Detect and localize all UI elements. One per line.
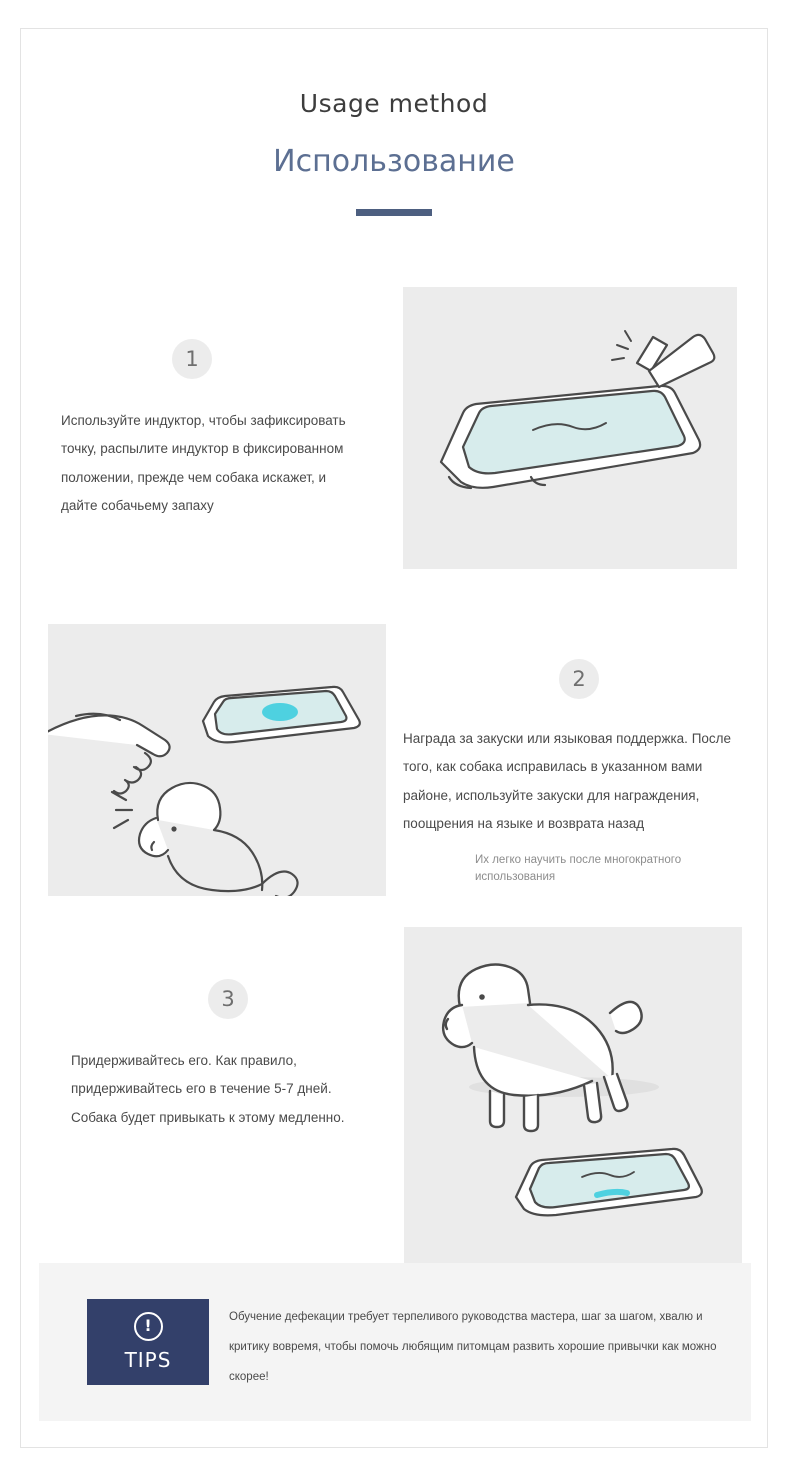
page-title-russian: Использование bbox=[273, 144, 515, 179]
step-1-number: 1 bbox=[172, 339, 212, 379]
page-container bbox=[20, 28, 768, 1448]
step-1-text: Используйте индуктор, чтобы зафиксировать точку, распылите индуктор в фиксированном положении, прежде чем собака искажет, и дайте собачьему запаху bbox=[61, 413, 346, 514]
tips-band bbox=[39, 1263, 751, 1421]
hand-pointing-dog-to-tray-illustration bbox=[48, 624, 386, 896]
step-3-text: Придерживайтесь его. Как правило, придерживайтесь его в течение 5-7 дней. Собака будет привыкать к этому медленно. bbox=[71, 1053, 345, 1125]
step-2-text: Награда за закуски или языковая поддержка. После того, как собака исправилась в указанном вами районе, используйте закуски для награждения, поощрения на языке и возврата назад bbox=[403, 731, 732, 832]
step-2-image bbox=[48, 624, 386, 896]
step-2-number: 2 bbox=[559, 659, 599, 699]
step-2-block bbox=[403, 659, 753, 886]
step-1-image bbox=[403, 287, 737, 569]
tips-badge-label: TIPS bbox=[124, 1348, 172, 1372]
tips-badge bbox=[87, 1299, 209, 1385]
dog-standing-near-tray-illustration bbox=[404, 927, 742, 1264]
tips-text: Обучение дефекации требует терпеливого руководства мастера, шаг за шагом, хвалю и критику вовремя, чтобы помочь любящим питомцам развить хорошие привычки как можно скорее! bbox=[229, 1311, 717, 1383]
step-3-block bbox=[31, 979, 401, 1132]
page-title-english: Usage method bbox=[299, 89, 489, 118]
title-underline-rule bbox=[356, 209, 432, 216]
tray-with-spray-bottle-illustration bbox=[403, 287, 737, 569]
exclamation-icon: ! bbox=[134, 1312, 163, 1341]
step-3-number: 3 bbox=[208, 979, 248, 1019]
step-1-block bbox=[21, 339, 401, 520]
step-2-subtext: Их легко научить после многократного использования bbox=[475, 854, 682, 884]
step-3-image bbox=[404, 927, 742, 1264]
